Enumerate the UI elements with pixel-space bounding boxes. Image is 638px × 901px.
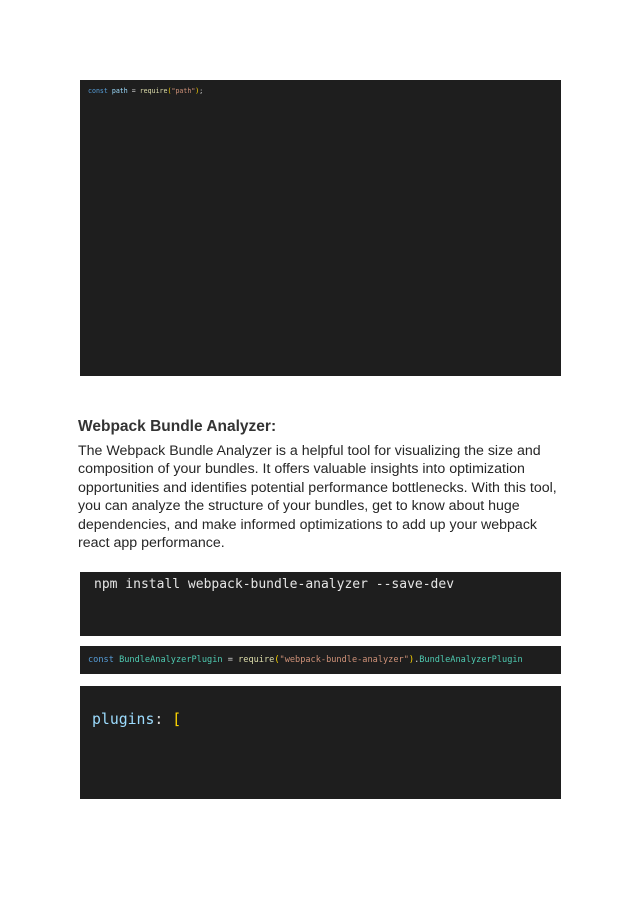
code-line: npm install webpack-bundle-analyzer --save-dev bbox=[94, 577, 455, 592]
webpack-config-code-block bbox=[80, 80, 561, 376]
plugins-array-code-block bbox=[80, 686, 561, 799]
install-command-code-block bbox=[80, 572, 561, 636]
section-paragraph: The Webpack Bundle Analyzer is a helpful tool for visualizing the size and composition of your bundles. It offers valuable insights into optimization opportunities and identifies potential performance bottlenecks. With this tool, you can analyze the structure of your bundles, get to know about huge dependencies, and make informed optimizations to add up your webpack react app performance. bbox=[78, 443, 557, 552]
require-plugin-code-block bbox=[80, 646, 561, 674]
code-line: const path = require("path"); bbox=[88, 87, 204, 95]
code-line: const BundleAnalyzerPlugin = require("webpack-bundle-analyzer").BundleAnalyzerPlugin bbox=[88, 655, 523, 665]
section-heading: Webpack Bundle Analyzer: bbox=[78, 418, 277, 435]
code-line: plugins: [ bbox=[92, 711, 182, 728]
